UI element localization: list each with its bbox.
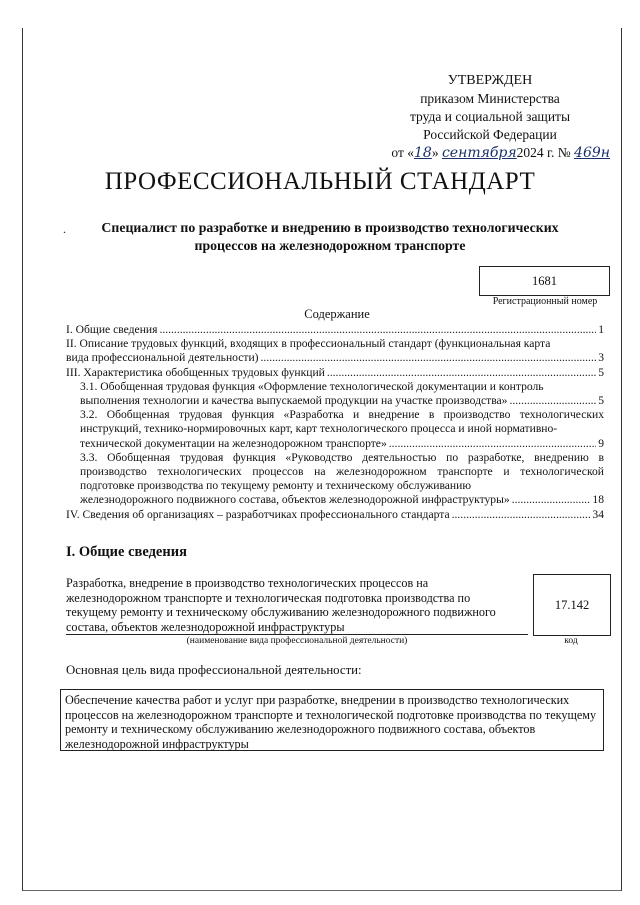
activity-name: Разработка, внедрение в производство технологических процессов на железнодорожном транспорте и технологическая подготовка производства по текущему ремонту и техническому обслуживанию железнодорожного подвижного состава, объектов железнодорожной инфраструктуры <box>66 576 496 634</box>
toc-item[interactable] <box>66 366 604 380</box>
activity-underline <box>66 634 528 635</box>
toc-leader <box>261 351 597 365</box>
toc-item-page: 3 <box>598 351 604 365</box>
toc-leader <box>327 366 596 380</box>
subtitle-line-1: Специалист по разработке и внедрению в производство технологических <box>101 220 559 235</box>
registration-number-box: 1681 <box>479 266 610 296</box>
activity-code-box: 17.142 <box>533 574 611 636</box>
toc-item-text: I. Общие сведения <box>66 323 158 336</box>
toc-leader <box>512 493 591 507</box>
goal-box: Обеспечение качества работ и услуг при разработке, внедрении в производство технологических процессов на железнодорожном транспорте и технологической подготовке производства по текущему ремонту и техническому обслуживанию железнодорожного подвижного состава, объектов железнодорожной инфраструктуры <box>60 689 604 751</box>
approval-line-3: Российской Федерации <box>423 127 557 142</box>
toc-leader <box>389 437 596 451</box>
toc-item[interactable] <box>66 323 604 337</box>
toc-leader <box>509 394 596 408</box>
toc-item-page: 5 <box>598 365 604 379</box>
toc-item-page: 18 <box>592 493 604 507</box>
order-year: 2024 г. № <box>516 145 571 160</box>
date-prefix: от « <box>391 145 415 160</box>
toc-item-text: технической документации на железнодорожном транспорте» <box>80 436 387 450</box>
toc-item-page: 9 <box>598 436 604 450</box>
toc-item-page: 34 <box>592 507 604 521</box>
toc-title: Содержание <box>304 307 370 321</box>
toc-item[interactable] <box>66 508 604 522</box>
toc-item-text-first: 3.2. Обобщенная трудовая функция «Разработка и внедрение в производство технологических инструкций, технико-нормировочных карт, карт технологического процесса и иной нормативно- <box>80 408 604 436</box>
handwritten-month: сентября <box>441 145 517 161</box>
date-mid: » <box>431 145 442 160</box>
handwritten-day: 18 <box>414 145 432 161</box>
toc-item-text: IV. Сведения об организациях – разработчиках профессионального стандарта <box>66 507 450 521</box>
toc-item-text-first: II. Описание трудовых функций, входящих в профессиональный стандарт (функциональная карта <box>66 337 551 351</box>
toc-item[interactable] <box>66 451 604 508</box>
toc-item[interactable] <box>66 380 604 408</box>
document-subtitle <box>70 219 590 255</box>
toc-item[interactable] <box>66 337 604 365</box>
toc-item-text-first: 3.3. Обобщенная трудовая функция «Руководство деятельностью по разработке, внедрению в производство технологических процессов на железнодорожном транспорте и технологической подготовке производства по текущему ремонту и техническому обслуживанию <box>80 450 604 493</box>
order-date-line <box>370 144 610 162</box>
registration-number-label: Регистрационный номер <box>492 296 598 307</box>
approval-line-1: приказом Министерства <box>420 91 560 106</box>
toc-item-page: 5 <box>598 394 604 408</box>
approval-head: УТВЕРЖДЕН <box>447 73 533 88</box>
toc-leader <box>452 508 591 522</box>
handwritten-order-number: 469н <box>574 145 610 161</box>
approval-line-2: труда и социальной защиты <box>409 109 571 124</box>
goal-label: Основная цель вида профессиональной деятельности: <box>66 663 362 677</box>
approval-block <box>370 72 610 162</box>
activity-caption: (наименование вида профессиональной деятельности) <box>186 636 408 646</box>
toc-item-text: III. Характеристика обобщенных трудовых функций <box>66 365 325 379</box>
section-title: I. Общие сведения <box>66 544 187 560</box>
document-title: ПРОФЕССИОНАЛЬНЫЙ СТАНДАРТ <box>104 168 536 195</box>
toc-item-text-first: 3.1. Обобщенная трудовая функция «Оформление технологической документации и контроль <box>80 379 544 393</box>
table-of-contents <box>66 323 604 522</box>
toc-item[interactable] <box>66 408 604 451</box>
stray-dot: . <box>63 222 66 236</box>
toc-item-text: выполнения технологии и качества выпускаемой продукции на участке производства» <box>80 394 508 408</box>
code-caption: код <box>564 636 578 646</box>
toc-item-text: железнодорожного подвижного состава, объектов железнодорожной инфраструктуры» <box>80 493 510 507</box>
toc-leader <box>159 323 596 337</box>
toc-item-text: вида профессиональной деятельности) <box>66 351 259 365</box>
toc-item-page: 1 <box>598 323 604 336</box>
subtitle-line-2: процессов на железнодорожном транспорте <box>194 238 466 253</box>
